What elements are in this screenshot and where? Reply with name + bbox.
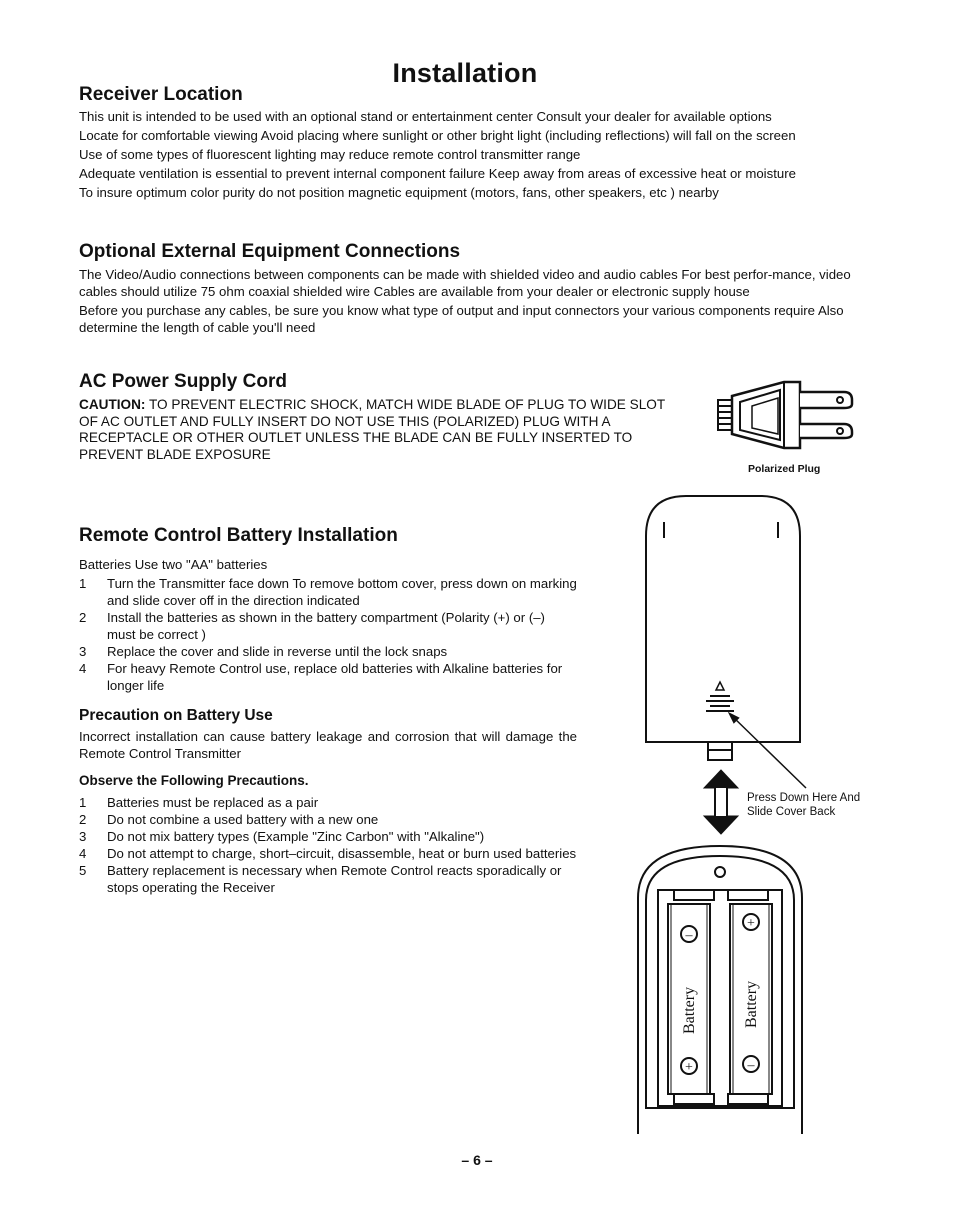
cover-caption [747,792,860,819]
receiver-location-heading: Receiver Location [79,84,243,105]
list-item [79,660,577,694]
receiver-location-body [79,108,865,201]
polarized-plug-caption: Polarized Plug [748,463,821,475]
list-item [79,575,577,609]
precaution-heading: Precaution on Battery Use [79,707,273,724]
receiver-paragraph: Locate for comfortable viewing Avoid placing where sunlight or other bright light (including reflections) will fall on the screen [79,128,796,143]
cover-caption-line: Slide Cover Back [747,805,836,818]
receiver-paragraph: To insure optimum color purity do not position magnetic equipment (motors, fans, other speakers, etc ) nearby [79,185,719,200]
optional-paragraph: The Video/Audio connections between components can be made with shielded video and audio cables For best perfor-mance, video cables should utilize 75 ohm coaxial shielded wire Cables are available from your dealer or electronic supply house [79,267,851,299]
plus-symbol-right-top: + [747,916,755,931]
precaution-item-text: Batteries must be replaced as a pair [107,795,319,810]
battery-label-right: Battery [743,980,760,1028]
step-number: 1 [79,576,87,591]
plus-symbol-left-bottom: + [685,1060,693,1075]
battery-compartment-illustration [630,838,810,1138]
remote-cover-illustration [630,486,870,836]
step-text: Replace the cover and slide in reverse until the lock snaps [107,644,448,659]
battery-label-left: Battery [681,986,698,1034]
list-item [79,828,577,845]
observe-heading: Observe the Following Precautions. [79,773,309,788]
optional-connections-heading: Optional External Equipment Connections [79,241,461,262]
installation-steps [79,575,577,694]
caution-body: TO PREVENT ELECTRIC SHOCK, MATCH WIDE BLADE OF PLUG TO WIDE SLOT OF AC OUTLET AND FULLY INSERT DO NOT USE THIS (POLARIZED) PLUG WITH A RECEPTACLE OR OTHER OUTLET UNLESS THE BLADE CAN BE FULLY INSERTED TO PREVENT BLADE EXPOSURE [79,397,665,462]
receiver-paragraph: Adequate ventilation is essential to prevent internal component failure Keep away from areas of excessive heat or moisture [79,166,796,181]
step-number: 3 [79,644,87,659]
list-item [79,609,577,643]
page-number: – 6 – [461,1152,493,1168]
list-item [79,811,577,828]
page-title: Installation [392,58,538,88]
list-item [79,643,577,660]
cover-caption-line: Press Down Here And [747,792,861,804]
ac-power-heading: AC Power Supply Cord [79,371,287,392]
precaution-text: Incorrect installation can cause battery leakage and corrosion that will damage the Remote Control Transmitter [79,729,577,761]
precaution-number: 5 [79,863,87,878]
precaution-item-text: Do not attempt to charge, short–circuit, disassemble, heat or burn used batteries [107,846,577,861]
caution-label: CAUTION: [79,397,146,412]
minus-symbol-left-top: – [685,928,693,943]
receiver-paragraph: This unit is intended to be used with an optional stand or entertainment center Consult your dealer for available options [79,109,772,124]
precaution-item-text: Do not mix battery types (Example "Zinc Carbon" with "Alkaline") [107,829,485,844]
step-text: For heavy Remote Control use, replace old batteries with Alkaline batteries for longer life [107,661,563,693]
precaution-number: 3 [79,829,87,844]
ac-caution-text [79,397,679,463]
optional-connections-body [79,266,865,336]
list-item [79,862,577,896]
minus-symbol-right-bottom: – [747,1058,755,1073]
precaution-number: 1 [79,795,87,810]
step-text: Install the batteries as shown in the battery compartment (Polarity (+) or (–) must be correct ) [107,610,545,642]
polarized-plug-illustration [712,376,862,456]
list-item [79,794,577,811]
list-item [79,845,577,862]
batteries-line: Batteries Use two "AA" batteries [79,557,268,572]
precaution-number: 4 [79,846,87,861]
step-text: Turn the Transmitter face down To remove bottom cover, press down on marking and slide cover off in the direction indicated [107,576,577,608]
step-number: 4 [79,661,87,676]
precaution-item-text: Battery replacement is necessary when Remote Control reacts sporadically or stops operating the Receiver [107,863,562,895]
step-number: 2 [79,610,87,625]
optional-paragraph: Before you purchase any cables, be sure you know what type of output and input connectors your various components require Also determine the length of cable you'll need [79,303,844,335]
precaution-number: 2 [79,812,87,827]
receiver-paragraph: Use of some types of fluorescent lighting may reduce remote control transmitter range [79,147,581,162]
precaution-item-text: Do not combine a used battery with a new one [107,812,379,827]
remote-battery-heading: Remote Control Battery Installation [79,525,398,546]
precautions-list [79,794,577,896]
